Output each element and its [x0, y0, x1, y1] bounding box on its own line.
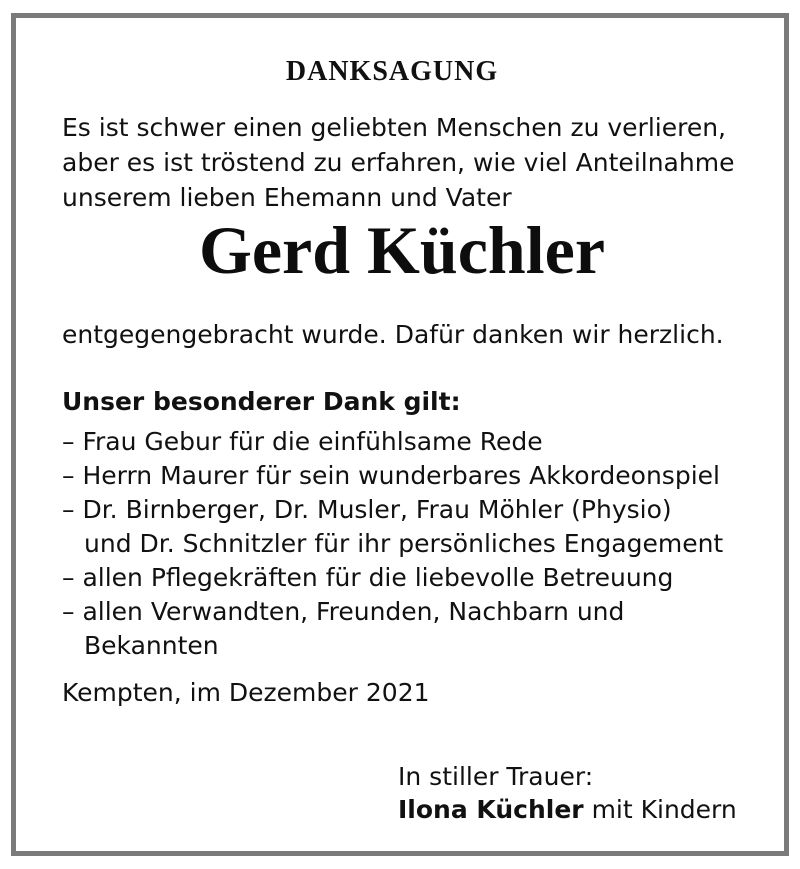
- intro-line: Es ist schwer einen geliebten Menschen zu verlieren,: [62, 113, 726, 142]
- intro-line: unserem lieben Ehemann und Vater: [62, 183, 512, 212]
- list-item: – allen Pflegekräften für die liebevolle Betreuung: [62, 563, 674, 592]
- list-item: – Herrn Maurer für sein wunderbares Akkordeonspiel: [62, 461, 720, 490]
- list-item: – Dr. Birnberger, Dr. Musler, Frau Möhler (Physio): [62, 495, 672, 524]
- place-date: Kempten, im Dezember 2021: [62, 678, 430, 707]
- signature-suffix: mit Kindern: [583, 795, 737, 824]
- after-name-text: entgegengebracht wurde. Dafür danken wir herzlich.: [62, 320, 724, 349]
- notice-heading: DANKSAGUNG: [285, 56, 499, 87]
- intro-text: [62, 110, 734, 215]
- list-item-continuation: Bekannten: [84, 631, 219, 660]
- list-item: – Frau Gebur für die einfühlsame Rede: [62, 427, 543, 456]
- thanks-list: [62, 425, 723, 663]
- list-item: – allen Verwandten, Freunden, Nachbarn und: [62, 597, 625, 626]
- signature-name: Ilona Küchler: [398, 795, 584, 824]
- list-item-continuation: und Dr. Schnitzler für ihr persönliches Engagement: [84, 529, 724, 558]
- signature-block: [398, 760, 737, 826]
- thanks-heading: Unser besonderer Dank gilt:: [62, 387, 461, 416]
- deceased-name: Gerd Küchler: [198, 212, 606, 288]
- signature-intro: In stiller Trauer:: [398, 762, 594, 791]
- signature-line: [398, 793, 737, 826]
- intro-line: aber es ist tröstend zu erfahren, wie viel Anteilnahme: [62, 148, 735, 177]
